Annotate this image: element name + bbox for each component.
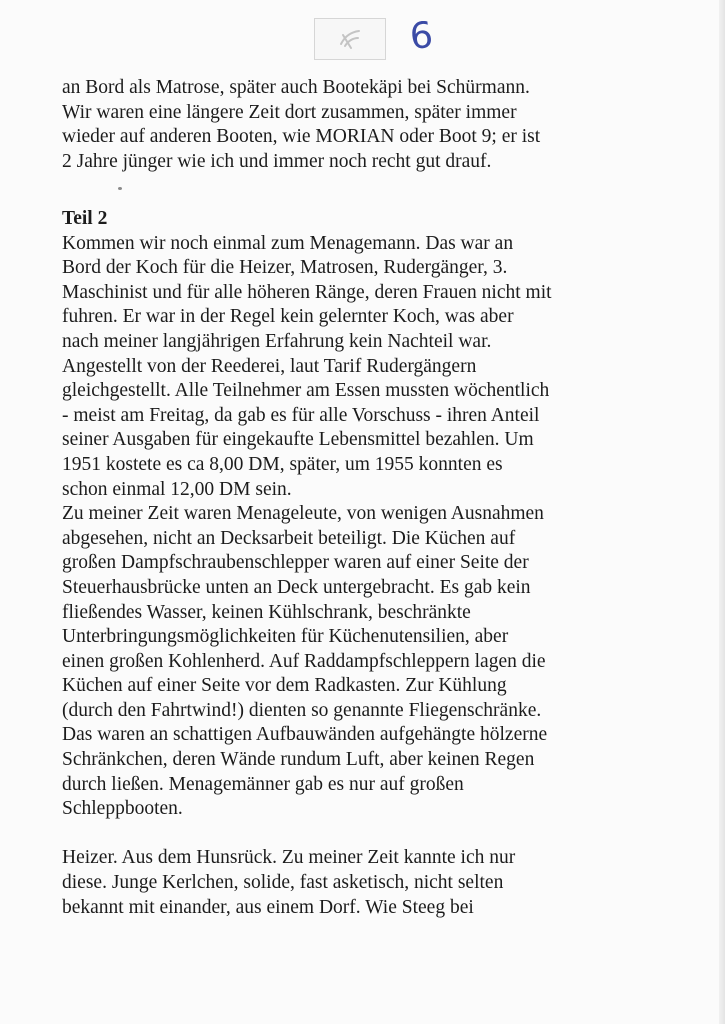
- paragraph-gap: [62, 822, 662, 847]
- text-line: schon einmal 12,00 DM sein.: [62, 478, 292, 500]
- text-line: Kommen wir noch einmal zum Menagemann. Das war an: [62, 232, 514, 254]
- paper-speck: [118, 187, 122, 190]
- intro-paragraph: [62, 76, 662, 174]
- main-section: [62, 207, 662, 920]
- menage-paragraph: [62, 232, 662, 822]
- text-line: 1951 kostete es ca 8,00 DM, später, um 1955 konnten es: [62, 453, 503, 475]
- text-line: fließendes Wasser, keinen Kühlschrank, beschränkte: [62, 601, 471, 623]
- text-line: Zu meiner Zeit waren Menageleute, von wenigen Ausnahmen: [62, 503, 544, 525]
- text-line: Wir waren eine längere Zeit dort zusammen, später immer: [62, 101, 517, 123]
- text-line: gleichgestellt. Alle Teilnehmer am Essen mussten wöchentlich: [62, 380, 550, 402]
- page-edge: [719, 0, 725, 1024]
- text-line: - meist am Freitag, da gab es für alle Vorschuss - ihren Anteil: [62, 404, 540, 426]
- text-line: Angestellt von der Reederei, laut Tarif Rudergängern: [62, 355, 477, 377]
- text-line: Schränkchen, deren Wände rundum Luft, aber keinen Regen: [62, 749, 535, 771]
- text-line: Steuerhausbrücke unten an Deck untergebracht. Es gab kein: [62, 576, 531, 598]
- text-line: nach meiner langjährigen Erfahrung kein Nachteil war.: [62, 330, 492, 352]
- heizer-paragraph: [62, 846, 662, 920]
- text-line: wieder auf anderen Booten, wie MORIAN oder Boot 9; er ist: [62, 126, 541, 148]
- text-line: einen großen Kohlenherd. Auf Raddampfschleppern lagen die: [62, 650, 546, 672]
- text-line: Schleppbooten.: [62, 798, 183, 820]
- text-line: Küchen auf einer Seite vor dem Radkasten. Zur Kühlung: [62, 675, 507, 697]
- stamp-icon: [337, 26, 363, 52]
- text-line: abgesehen, nicht an Decksarbeit beteiligt. Die Küchen auf: [62, 527, 516, 549]
- text-line: seiner Ausgaben für eingekaufte Lebensmittel bezahlen. Um: [62, 429, 534, 451]
- section-heading: Teil 2: [62, 208, 108, 229]
- text-line: Heizer. Aus dem Hunsrück. Zu meiner Zeit kannte ich nur: [62, 847, 516, 869]
- text-line: Das waren an schattigen Aufbauwänden aufgehängte hölzerne: [62, 724, 548, 746]
- text-line: Unterbringungsmöglichkeiten für Küchenutensilien, aber: [62, 626, 509, 648]
- text-line: bekannt mit einander, aus einem Dorf. Wie Steeg bei: [62, 896, 474, 918]
- text-line: großen Dampfschraubenschlepper waren auf einer Seite der: [62, 552, 529, 574]
- text-line: fuhren. Er war in der Regel kein gelernter Koch, was aber: [62, 306, 514, 328]
- text-line: 2 Jahre jünger wie ich und immer noch recht gut drauf.: [62, 150, 492, 172]
- page-number: 6: [407, 14, 435, 58]
- text-line: an Bord als Matrose, später auch Bootekäpi bei Schürmann.: [62, 77, 530, 98]
- text-line: diese. Junge Kerlchen, solide, fast asketisch, nicht selten: [62, 872, 504, 894]
- text-line: Bord der Koch für die Heizer, Matrosen, Rudergänger, 3.: [62, 257, 508, 279]
- text-line: (durch den Fahrtwind!) dienten so genannte Fliegenschränke.: [62, 699, 542, 721]
- text-line: Maschinist und für alle höheren Ränge, deren Frauen nicht mit: [62, 281, 552, 303]
- stamp-box: [314, 18, 386, 60]
- text-line: durch ließen. Menagemänner gab es nur auf großen: [62, 773, 464, 795]
